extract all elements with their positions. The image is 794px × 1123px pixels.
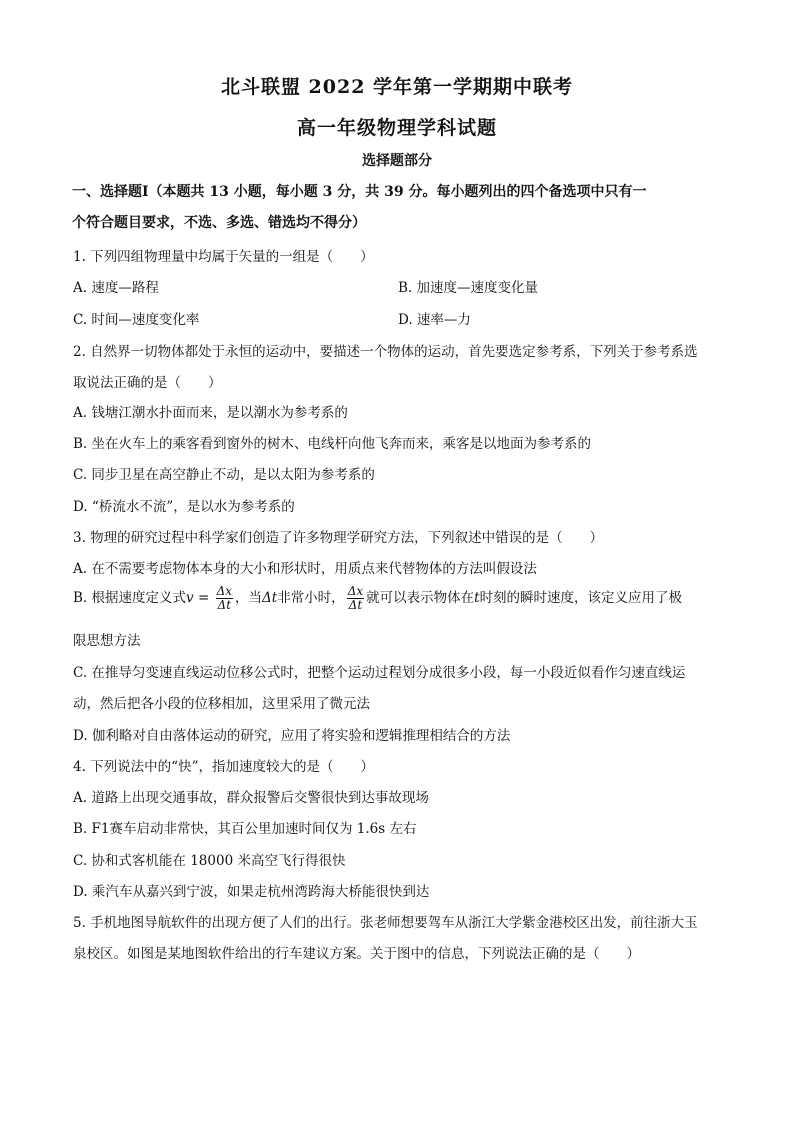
q3-b-text-4: 就可以表示物体在 (366, 590, 475, 606)
q3-option-d: D. 伽利略对自由落体运动的研究，应用了将实验和逻辑推理相结合的方法 (73, 728, 511, 744)
q5-stem-line1: 5. 手机地图导航软件的出现方便了人们的出行。张老师想要驾车从浙江大学紫金港校区出发，前往浙大玉 (73, 915, 698, 931)
q3-b-text-1: B. 根据速度定义式 (73, 590, 187, 606)
q3-b-text-2: ，当 (235, 590, 262, 606)
q2-option-d: D. “桥流水不流”，是以水为参考系的 (73, 499, 295, 515)
q3-option-c-line1: C. 在推导匀变速直线运动位移公式时，把整个运动过程划分成很多小段，每一小段近似看作匀速直线运 (73, 665, 686, 681)
q1-option-d: D. 速率—力 (398, 312, 471, 328)
q1-option-b: B. 加速度—速度变化量 (398, 280, 539, 296)
q4-stem: 4. 下列说法中的“快”，指加速度较大的是（ ） (73, 759, 374, 775)
exam-title: 北斗联盟 2022 学年第一学期期中联考 (220, 76, 574, 98)
q3-option-a: A. 在不需要考虑物体本身的大小和形状时，用质点来代替物体的方法叫假设法 (73, 561, 537, 577)
q3-b-text-3: 非常小时， (277, 590, 345, 606)
q1-option-a: A. 速度—路程 (73, 280, 159, 296)
fraction-denominator: Δt (348, 598, 363, 612)
q4-option-d: D. 乘汽车从嘉兴到宁波，如果走杭州湾跨海大桥能很快到达 (73, 884, 430, 900)
equals-sign: = (193, 590, 214, 606)
q4-option-a: A. 道路上出现交通事故，群众报警后交警很快到达事故现场 (73, 790, 429, 806)
q1-option-c: C. 时间—速度变化率 (73, 312, 200, 328)
q2-stem-line2: 取说法正确的是（ ） (73, 375, 222, 391)
q2-option-b: B. 坐在火车上的乘客看到窗外的树木、电线杆向他飞奔而来，乘客是以地面为参考系的 (73, 436, 592, 452)
q1-stem: 1. 下列四组物理量中均属于矢量的一组是（ ） (73, 249, 374, 265)
q3-option-b-line2: 限思想方法 (73, 633, 141, 649)
q3-option-c-line2: 动，然后把各小段的位移相加，这里采用了微元法 (73, 696, 370, 712)
q4-option-b: B. F1赛车启动非常快，其百公里加速时间仅为 1.6s 左右 (73, 821, 417, 837)
exam-subtitle: 高一年级物理学科试题 (296, 117, 497, 139)
velocity-symbol: v (186, 590, 194, 606)
fraction-denominator: Δt (217, 598, 232, 612)
q3-option-b-line1 (73, 585, 682, 612)
velocity-fraction-2 (347, 585, 364, 612)
q2-option-c: C. 同步卫星在高空静止不动，是以太阳为参考系的 (73, 467, 375, 483)
delta-t-symbol: Δt (262, 590, 278, 606)
q2-option-a: A. 钱塘江潮水扑面而来，是以潮水为参考系的 (73, 405, 348, 421)
part1-instructions-line1: 一、选择题Ⅰ（本题共 13 小题，每小题 3 分，共 39 分。每小题列出的四个备选项中只有一 (72, 184, 647, 200)
q4-option-c: C. 协和式客机能在 18000 米高空飞行得很快 (73, 853, 346, 869)
q5-stem-line2: 泉校区。如图是某地图软件给出的行车建议方案。关于图中的信息，下列说法正确的是（ ） (73, 946, 640, 962)
q2-stem-line1: 2. 自然界一切物体都处于永恒的运动中，要描述一个物体的运动，首先要选定参考系，下列关于参考系选 (73, 344, 698, 360)
q3-b-text-5: 时刻的瞬时速度，该定义应用了极 (479, 590, 683, 606)
fraction-numerator: Δx (216, 584, 232, 598)
velocity-fraction-1 (216, 585, 233, 612)
part1-instructions-line2: 个符合题目要求，不选、多选、错选均不得分） (72, 215, 366, 231)
section-heading: 选择题部分 (362, 153, 432, 169)
q3-stem: 3. 物理的研究过程中科学家们创造了许多物理学研究方法，下列叙述中错误的是（ ） (73, 530, 604, 546)
time-symbol: t (474, 590, 480, 606)
fraction-numerator: Δx (347, 584, 364, 598)
